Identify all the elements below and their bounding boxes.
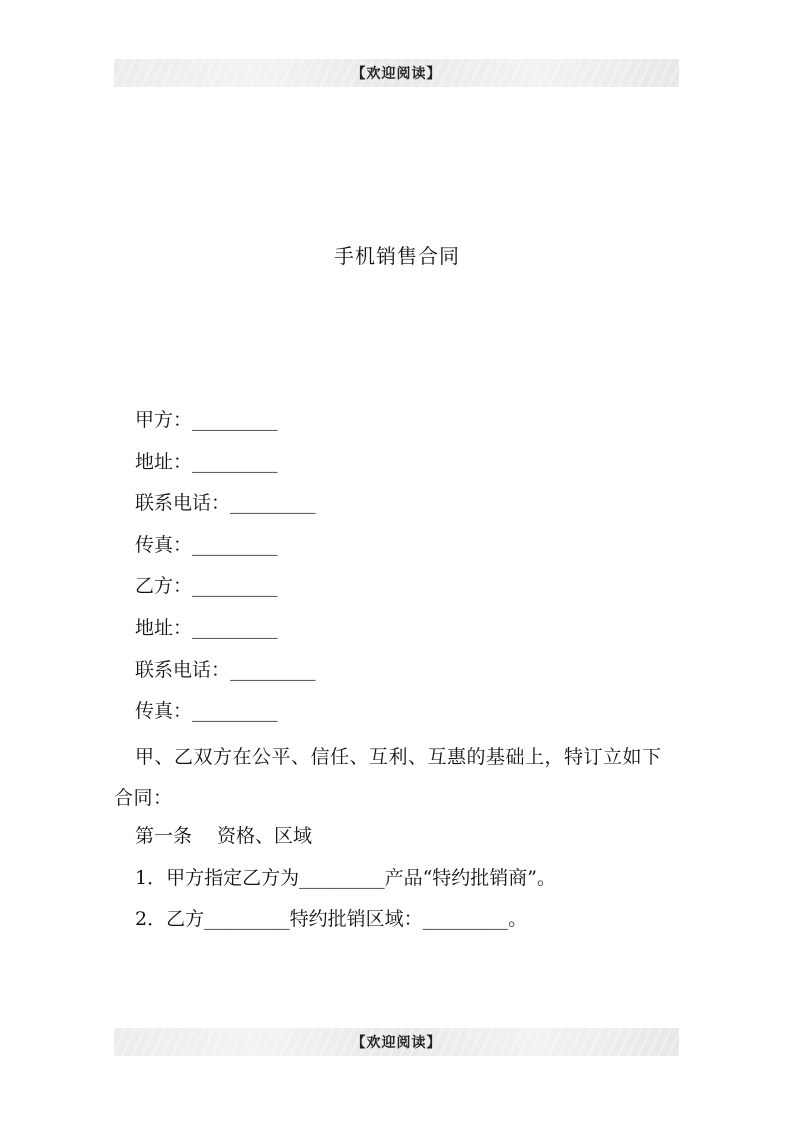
- article-1-heading: 第一条 资格、区域: [135, 824, 313, 847]
- party-a-phone-field: 联系电话：_________: [135, 492, 316, 515]
- document-body: [114, 404, 664, 945]
- intro-paragraph: 甲、乙双方在公平、信任、互利、互惠的基础上，特订立如下合同：: [114, 745, 662, 810]
- document-title: 手机销售合同: [334, 244, 460, 268]
- party-b-phone-field: 联系电话：_________: [135, 658, 316, 681]
- footer-banner: [114, 1028, 679, 1056]
- header-banner-text: 【欢迎阅读】: [351, 66, 442, 82]
- party-a-name-field: 甲方：_________: [135, 409, 278, 431]
- party-b-fax-field: 传真：_________: [135, 700, 278, 723]
- clause-1-2: 2．乙方_________特约批销区域：_________。: [135, 908, 528, 931]
- party-a-address-field: 地址：_________: [135, 450, 278, 473]
- party-b-name-field: 乙方：_________: [135, 575, 278, 598]
- header-banner: [114, 59, 679, 87]
- party-b-address-field: 地址：_________: [135, 616, 278, 639]
- party-a-fax-field: 传真：_________: [135, 533, 278, 556]
- clause-1-1: 1．甲方指定乙方为_________产品“特约批销商”。: [135, 866, 557, 889]
- footer-banner-text: 【欢迎阅读】: [351, 1035, 442, 1051]
